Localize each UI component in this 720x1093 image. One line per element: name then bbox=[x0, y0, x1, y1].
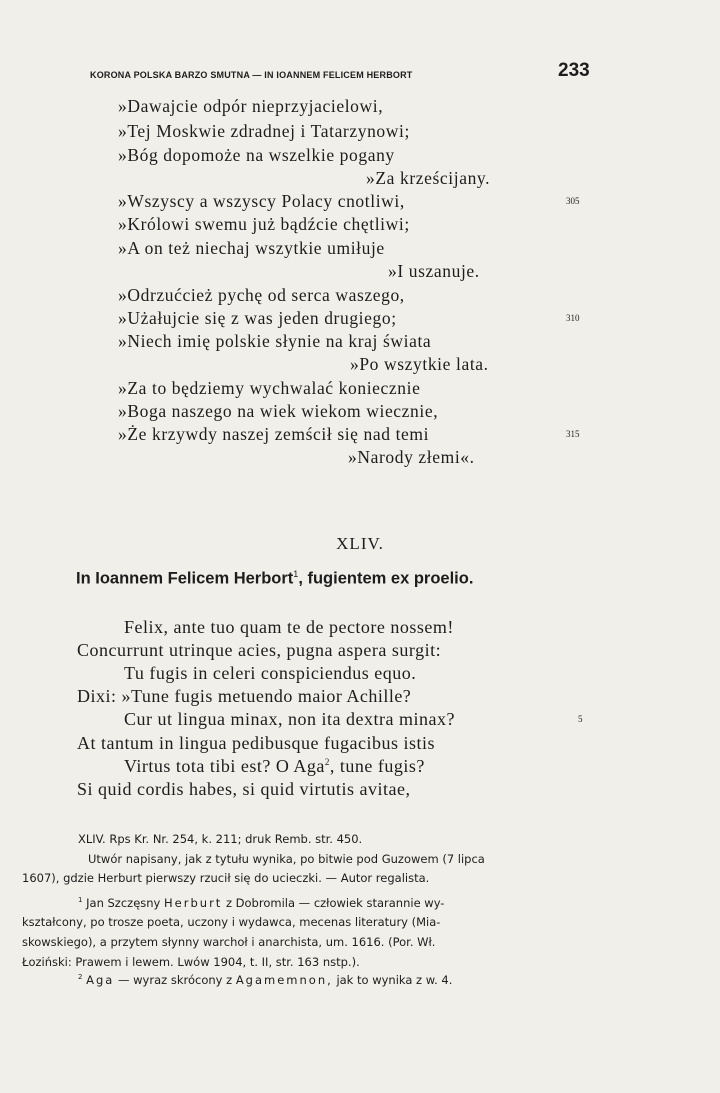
footnote-text: Utwór napisany, jak z tytułu wynika, po bitwie pod Guzowem (7 lipca bbox=[88, 852, 485, 866]
section-number: XLIV. bbox=[336, 534, 384, 553]
footnote-text: Łoziński: Prawem i lewem. Lwów 1904, t. II, str. 163 nstp.). bbox=[22, 955, 360, 969]
line-number: 305 bbox=[566, 196, 580, 206]
footnote-source: XLIV. Rps Kr. Nr. 254, k. 211; druk Remb. str. 450. bbox=[78, 832, 363, 846]
poem-line: Si quid cordis habes, si quid virtutis avitae, bbox=[77, 779, 411, 799]
footnote-name: Herburt bbox=[164, 896, 223, 910]
footnote-marker: 1 bbox=[78, 896, 83, 905]
poem-line: »Że krzywdy naszej zemścił się nad temi bbox=[118, 424, 430, 444]
footnote-1 bbox=[78, 896, 444, 910]
line-number: 310 bbox=[566, 313, 580, 323]
section-title bbox=[76, 569, 473, 589]
poem-line: »Tej Moskwie zdradnej i Tatarzynowi; bbox=[118, 121, 410, 141]
footnote-marker: 1 bbox=[293, 569, 299, 579]
footnote-text: kształcony, po trosze poeta, uczony i wydawca, mecenas literatury (Mia- bbox=[22, 915, 441, 929]
footnote-text: z Dobromila — człowiek starannie wy- bbox=[225, 896, 445, 910]
poem-line: »Wszyscy a wszyscy Polacy cnotliwi, bbox=[118, 191, 405, 211]
poem-line: Tu fugis in celeri conspiciendus equo. bbox=[124, 663, 417, 683]
poem-line: Concurrunt utrinque acies, pugna aspera surgit: bbox=[77, 640, 442, 660]
section-title-rest: , fugientem ex proelio. bbox=[298, 569, 474, 588]
line-number: 5 bbox=[578, 714, 583, 724]
poem-line: »Odrzućcież pychę od serca waszego, bbox=[118, 285, 405, 305]
footnote-text: skowskiego), a przytem słynny warchoł i anarchista, um. 1616. (Por. Wł. bbox=[22, 935, 436, 949]
poem-line: »A on też niechaj wszytkie umiłuje bbox=[118, 238, 385, 258]
footnote-word: Agamemnon, bbox=[235, 973, 333, 987]
footnote-marker: 2 bbox=[78, 973, 83, 982]
footnote-text: — wyraz skrócony z bbox=[118, 973, 233, 987]
footnote-marker: 2 bbox=[324, 757, 330, 767]
poem-line: Dixi: »Tune fugis metuendo maior Achille? bbox=[77, 686, 412, 706]
poem-line: Cur ut lingua minax, non ita dextra minax? bbox=[124, 709, 455, 729]
poem-line: At tantum in lingua pedibusque fugacibus istis bbox=[77, 733, 435, 753]
poem-line-text: Virtus tota tibi est? O Aga bbox=[124, 756, 325, 776]
poem-line-rest: , tune fugis? bbox=[329, 756, 425, 776]
footnote-2 bbox=[78, 973, 452, 987]
poem-line: »Królowi swemu już bądźcie chętliwi; bbox=[118, 214, 410, 234]
poem-line bbox=[124, 756, 425, 777]
footnote-text: jak to wynika z w. 4. bbox=[336, 973, 453, 987]
poem-line: »Użałujcie się z was jeden drugiego; bbox=[118, 308, 397, 328]
poem-line: Felix, ante tuo quam te de pectore nossem! bbox=[124, 617, 454, 637]
running-head: KORONA POLSKA BARZO SMUTNA — IN IOANNEM FELICEM HERBORT bbox=[90, 70, 413, 80]
footnote-word: Aga bbox=[86, 973, 115, 987]
poem-line: »Boga naszego na wiek wiekom wiecznie, bbox=[118, 401, 439, 421]
poem-line: »Niech imię polskie słynie na kraj świata bbox=[118, 331, 432, 351]
footnote-text: Jan Szczęsny bbox=[86, 896, 161, 910]
line-number: 315 bbox=[566, 429, 580, 439]
poem-line: »Za to będziemy wychwalać koniecznie bbox=[118, 378, 421, 398]
poem-line: »Dawajcie odpór nieprzyjacielowi, bbox=[118, 96, 384, 116]
page-number: 233 bbox=[558, 60, 590, 81]
poem-line: »Bóg dopomoże na wszelkie pogany bbox=[118, 145, 395, 165]
poem-line: »Po wszytkie lata. bbox=[350, 354, 489, 374]
poem-line: »Za krześcijany. bbox=[366, 168, 491, 188]
footnote-text: 1607), gdzie Herburt pierwszy rzucił się do ucieczki. — Autor regalista. bbox=[22, 871, 430, 885]
poem-line: »Narody złemi«. bbox=[348, 447, 475, 467]
section-title-text: In Ioannem Felicem Herbort bbox=[76, 569, 294, 588]
poem-line: »I uszanuje. bbox=[388, 261, 480, 281]
